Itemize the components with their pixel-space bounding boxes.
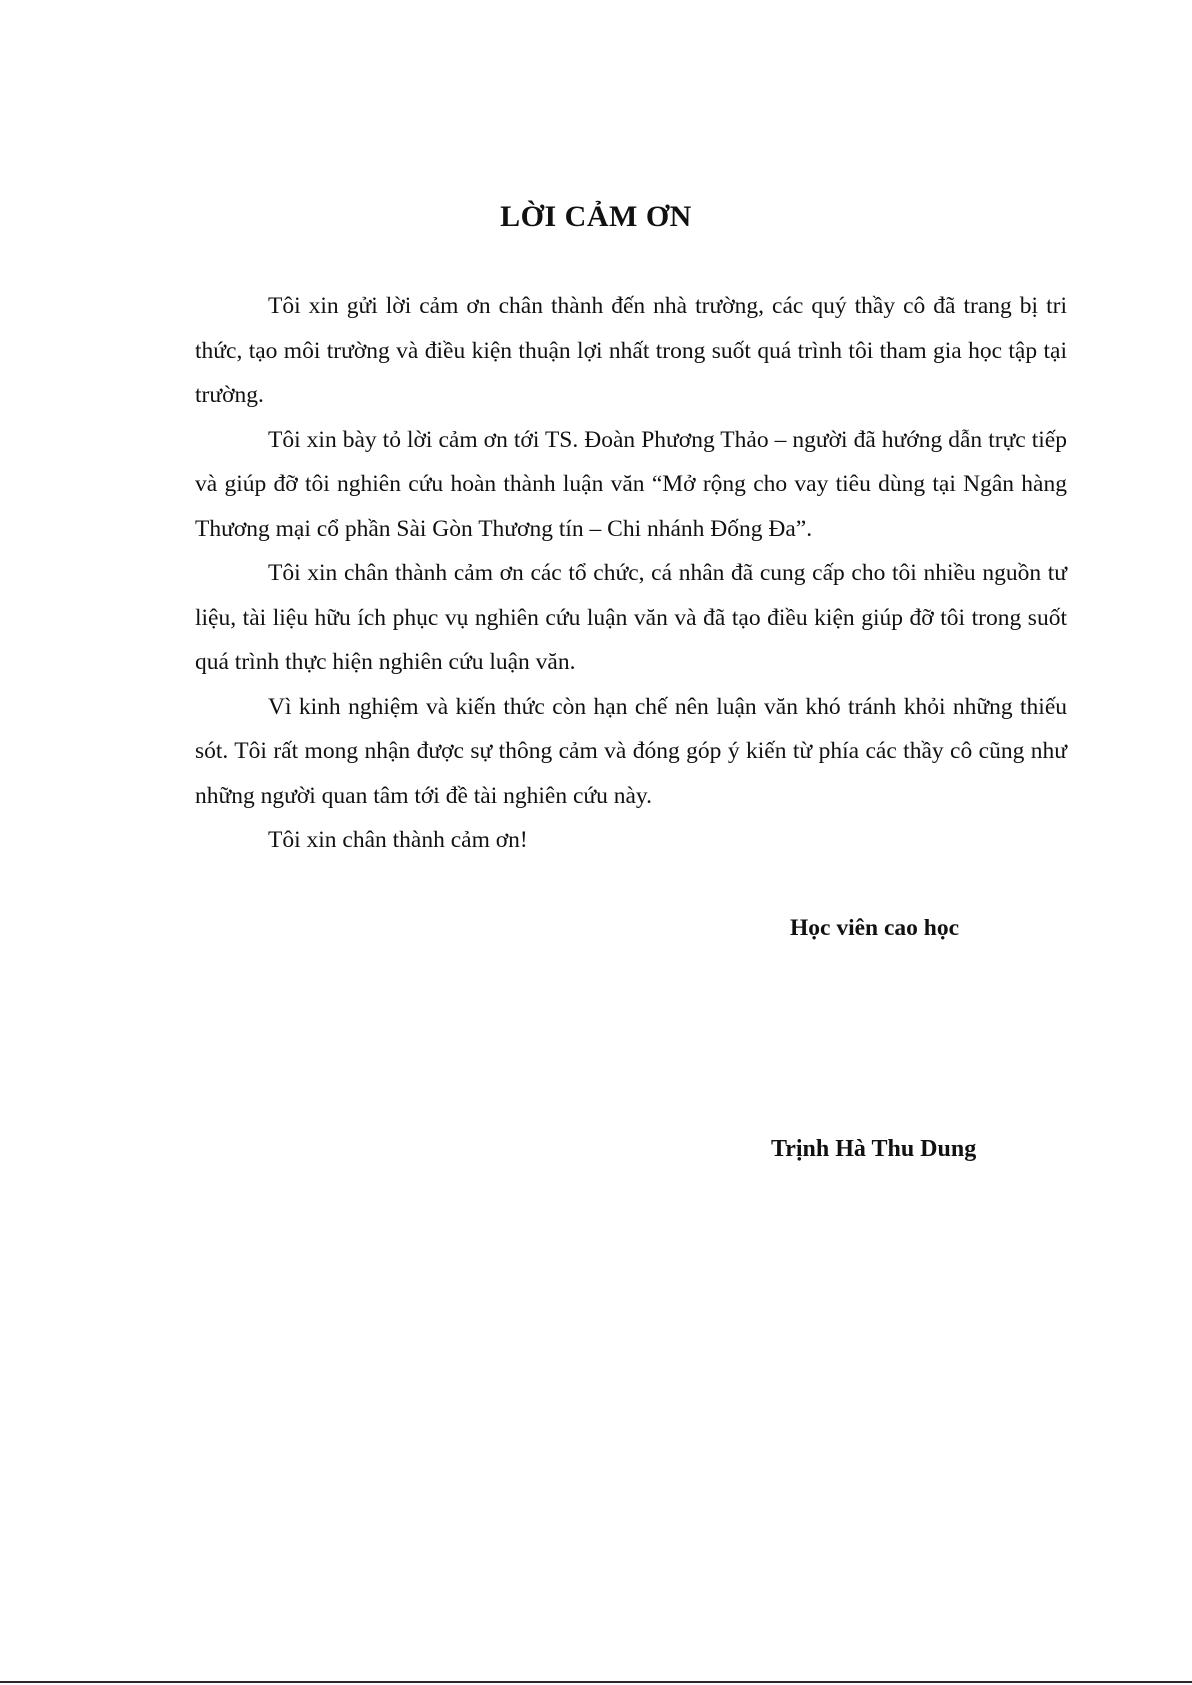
paragraph-1: Tôi xin gửi lời cảm ơn chân thành đến nhà trường, các quý thầy cô đã trang bị tri thức, tạo môi trường và điều kiện thuận lợi nhất trong suốt quá trình tôi tham gia học tập tại trường.	[195, 293, 1067, 408]
signature-name: Trịnh Hà Thu Dung	[771, 1136, 977, 1162]
page-title: LỜI CẢM ƠN	[500, 200, 692, 233]
paragraph-2: Tôi xin bày tỏ lời cảm ơn tới TS. Đoàn Phương Thảo – người đã hướng dẫn trực tiếp và giúp đỡ tôi nghiên cứu hoàn thành luận văn “Mở rộng cho vay tiêu dùng tại Ngân hàng Thương mại cổ phần Sài Gòn Thương tín – Chi nhánh Đống Đa”.	[195, 426, 1067, 542]
paragraph-5: Tôi xin chân thành cảm ơn!	[268, 827, 528, 853]
signature-role: Học viên cao học	[790, 915, 960, 941]
acknowledgement-body	[195, 284, 1067, 863]
page-bottom-divider	[0, 1681, 1192, 1683]
paragraph-3: Tôi xin chân thành cảm ơn các tổ chức, cá nhân đã cung cấp cho tôi nhiều nguồn tư liệu, tài liệu hữu ích phục vụ nghiên cứu luận văn và đã tạo điều kiện giúp đỡ tôi trong suốt quá trình thực hiện nghiên cứu luận văn.	[195, 560, 1067, 675]
paragraph-4: Vì kinh nghiệm và kiến thức còn hạn chế nên luận văn khó tránh khỏi những thiếu sót. Tôi rất mong nhận được sự thông cảm và đóng góp ý kiến từ phía các thầy cô cũng như những người quan tâm tới đề tài nghiên cứu này.	[195, 693, 1067, 809]
